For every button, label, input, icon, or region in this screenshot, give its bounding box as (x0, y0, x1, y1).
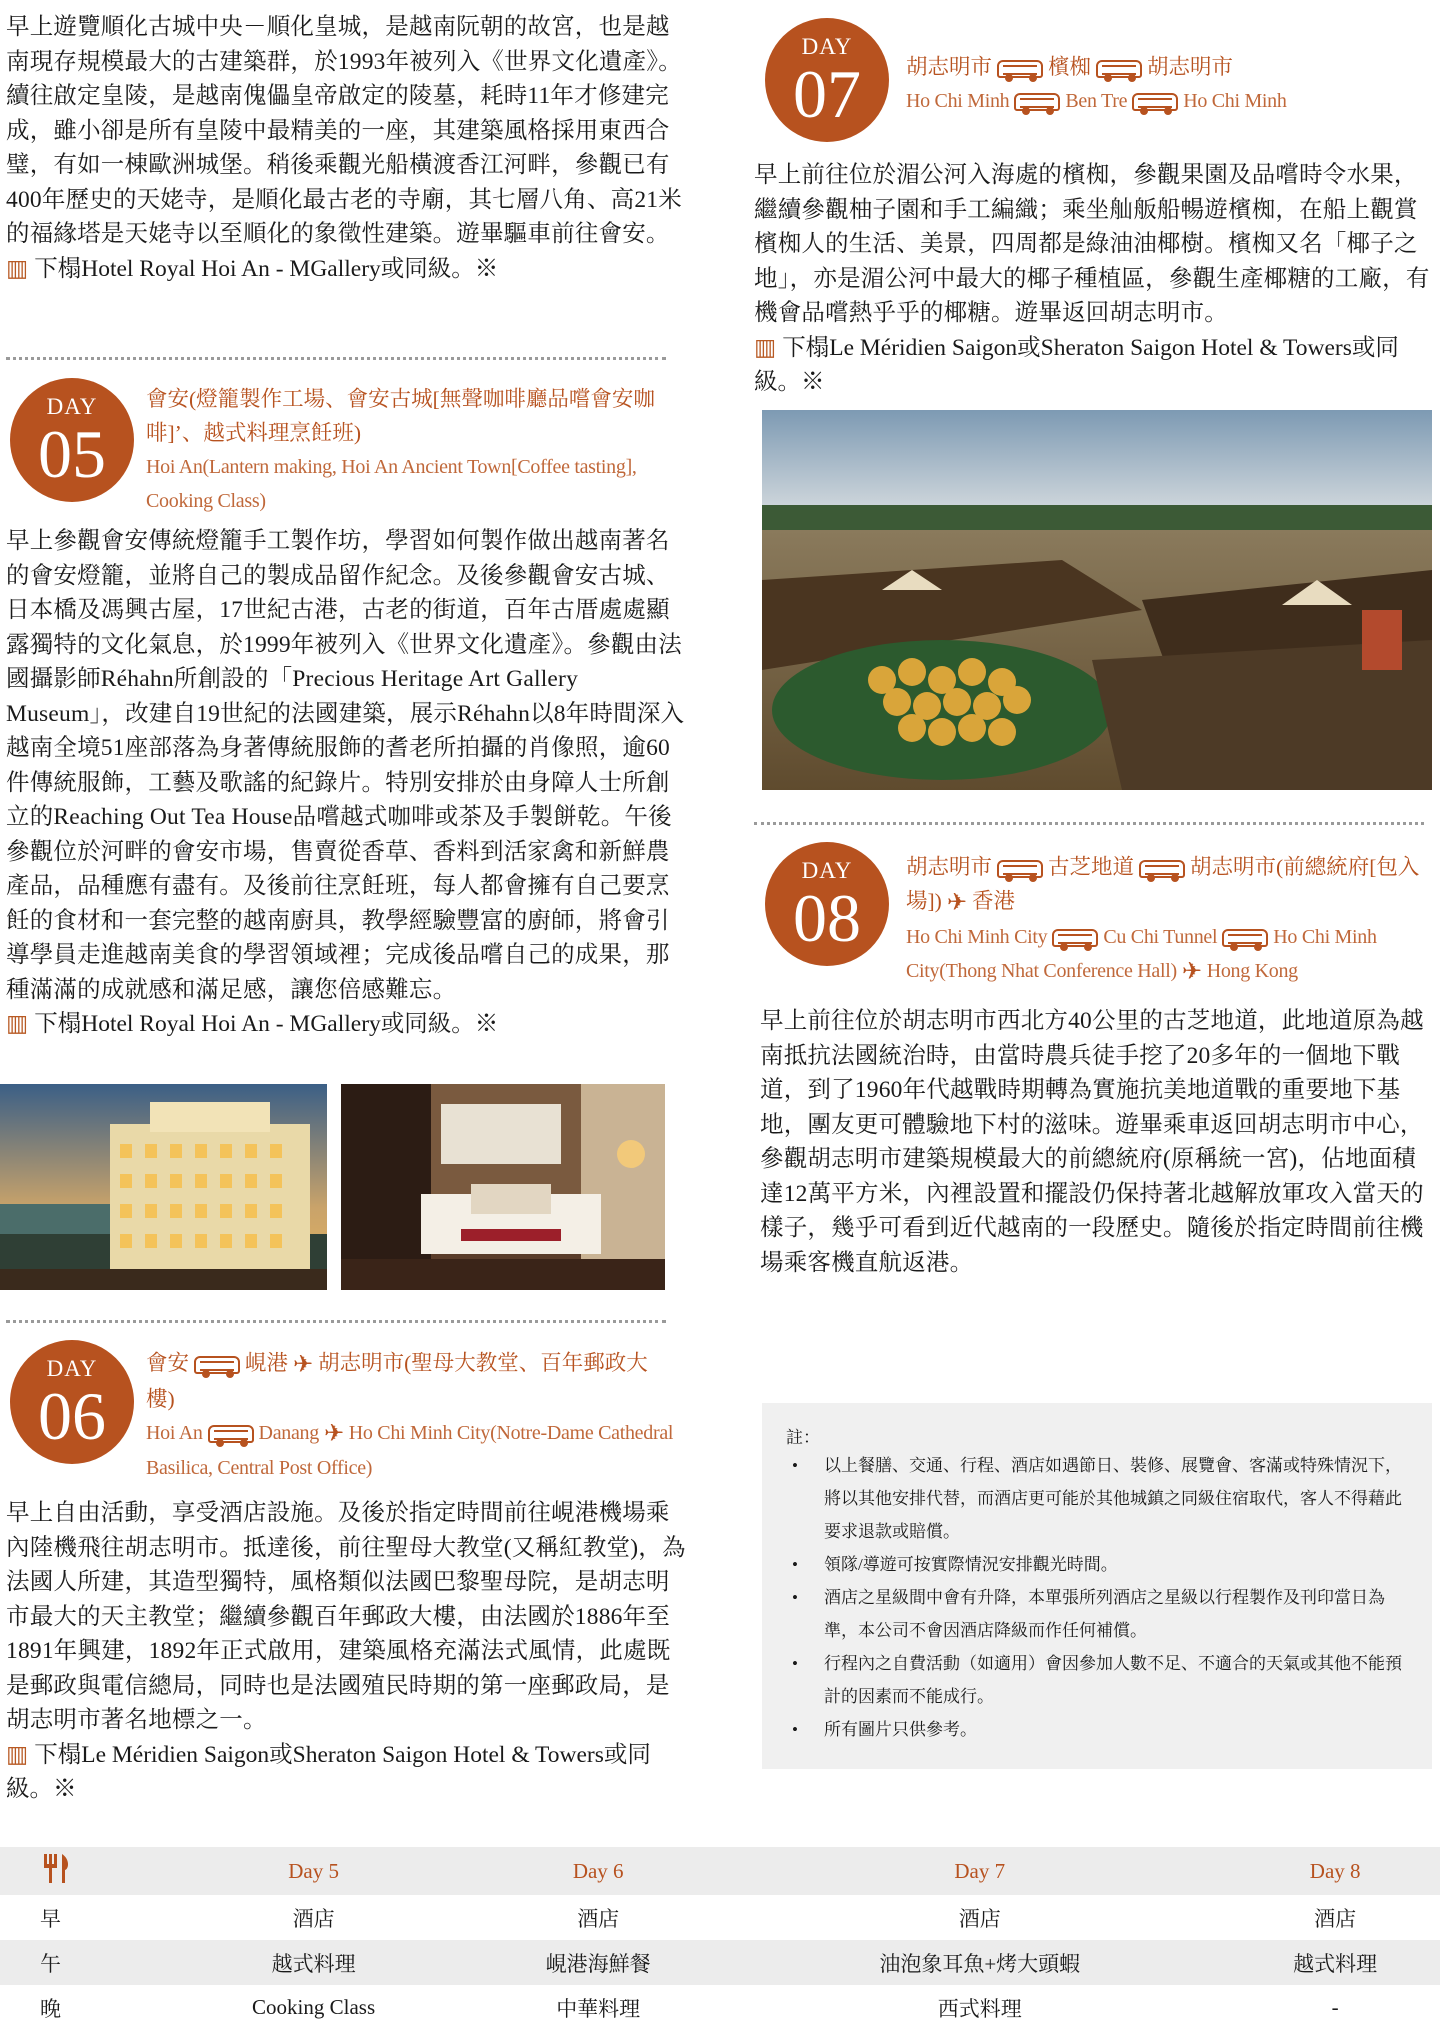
day5-route-zh: 會安(燈籠製作工場、會安古城[無聲咖啡廳品嚐會安咖啡]’、越式料理烹飪班) (146, 387, 655, 445)
day6-route-en (146, 1416, 676, 1485)
meals-row-label: 晚 (40, 1996, 61, 2021)
bus-icon (1132, 93, 1178, 111)
meals-row-lunch (0, 1940, 1440, 1985)
meals-row-label: 早 (40, 1906, 61, 1931)
meals-day-header: Day 6 (467, 1847, 729, 1895)
divider (6, 1320, 666, 1323)
notes-item: • 行程內之自費活動（如適用）會因參加人數不足、不適合的天氣或其他不能預計的因素而不能成行。 (784, 1647, 1404, 1713)
day8-paragraph: 早上前往位於胡志明市西北方40公里的古芝地道，此地道原為越南抵抗法國統治時，由當時農兵徒手挖了20多年的一個地下戰道，到了1960年代越戰時期轉為實施抗美地道戰的重要地下基地，團友更可體驗地下村的滋味。遊畢乘車返回胡志明市中心，參觀胡志明市建築規模最大的前總統府(原稱統一宮)，佔地面積達12萬平方米，內裡設置和擺設仍保持著北越解放軍攻入當天的樣子，幾乎可看到近代越南的一段歷史。隨後於指定時間前往機場乘客機直航返港。 (760, 1008, 1424, 1276)
day4-hotel-text: 下榻Hotel Royal Hoi An - MGallery或同級。※ (34, 255, 499, 282)
meals-cell: - (1331, 1995, 1339, 2019)
day5-route-en: Hoi An(Lantern making, Hoi An Ancient Town[Coffee tasting], Cooking Class) (146, 456, 637, 512)
day5-body (6, 524, 690, 1041)
hotel-exterior-photo (0, 1084, 327, 1290)
day7-paragraph: 早上前往位於湄公河入海處的檳椥，參觀果園及品嚐時令水果，繼續參觀柚子園和手工編織；乘坐舢舨船暢遊檳椥，在船上觀賞檳椥人的生活、美景，四周都是綠油油椰樹。檳椥又名「椰子之地」，亦是湄公河中最大的椰子種植區，參觀生產椰糖的工廠，有機會品嚐熱乎乎的椰糖。遊畢返回胡志明市。 (754, 162, 1430, 326)
day4-hotel (6, 252, 688, 286)
day8-badge-label: DAY (801, 858, 853, 883)
meals-header-row (0, 1847, 1440, 1895)
day6-route (146, 1346, 676, 1485)
day6-paragraph: 早上自由活動，享受酒店設施。及後於指定時間前往峴港機場乘內陸機飛往胡志明市。抵達後，前往聖母大教堂(又稱紅教堂)，為法國人所建，其造型獨特，風格類似法國巴黎聖母院，是胡志明市最大的天主教堂；繼續參觀百年郵政大樓，由法國於1886年至1891年興建，1892年正式啟用，建築風格充滿法式風情，此處既是郵政與電信總局，同時也是法國殖民時期的第一座郵政局，是胡志明市著名地標之一。 (6, 1500, 686, 1733)
day5-paragraph: 早上參觀會安傳統燈籠手工製作坊，學習如何製作做出越南著名的會安燈籠，並將自己的製成品留作紀念。及後參觀會安古城、日本橋及馮興古屋，17世紀古港，古老的街道，百年古厝處處顯露獨特的文化氣息，於1999年被列入《世界文化遺產》。參觀由法國攝影師Réhahn所創設的「Precious Heritage Art Gallery Museum」，改建自19世紀的法國建築，展示Réhahn以8年時間深入越南全境51座部落為身著傳統服飾的耆老所拍攝的肖像照，逾60件傳統服飾，工藝及歌謠的紀錄片。特別安排於由身障人士所創立的Reaching Out Tea House品嚐越式咖啡或茶及手製餅乾。午後參觀位於河畔的會安市場，售賣從香草、香料到活家禽和新鮮農產品，品種應有盡有。及後前往烹飪班，每人都會擁有自己要烹飪的食材和一套完整的越南廚具，教學經驗豐富的廚師，將會引導學員走進越南美食的學習領域裡；完成後品嚐自己的成果，那種滿滿的成就感和滿足感，讓您倍感難忘。 (6, 528, 685, 1003)
route-stop: Ho Chi Minh City(Notre-Dame Cathedral Basilica, Central Post Office) (146, 1422, 674, 1480)
day8-badge-number: 08 (793, 880, 861, 956)
route-stop: Ho Chi Minh (1183, 90, 1287, 112)
meals-cell: 酒店 (292, 1906, 335, 1931)
bus-icon (1014, 93, 1060, 111)
bus-icon (1222, 929, 1268, 947)
day6-hotel-text: 下榻Le Méridien Saigon或Sheraton Saigon Hotel & Towers或同級。※ (6, 1741, 651, 1802)
route-stop: 峴港 (245, 1351, 289, 1375)
bus-icon (1052, 929, 1098, 947)
bus-icon (997, 860, 1043, 878)
floating-market-photo (762, 410, 1432, 790)
route-stop: Hoi An (146, 1422, 203, 1445)
day5-hotel-text: 下榻Hotel Royal Hoi An - MGallery或同級。※ (34, 1011, 499, 1037)
day4-section (6, 10, 688, 286)
meals-cell: 越式料理 (1230, 1940, 1440, 1985)
route-stop: Ho Chi Minh City (906, 926, 1048, 949)
route-stop: 胡志明市 (906, 55, 993, 79)
meals-cell: 酒店 (1314, 1906, 1357, 1931)
day5-hotel (6, 1007, 690, 1041)
bus-icon (997, 60, 1043, 78)
day7-badge (765, 18, 889, 142)
day6-badge-number: 06 (38, 1378, 106, 1454)
hotel-icon: ▥ (6, 1011, 29, 1037)
divider (6, 357, 666, 360)
notes-item: • 領隊/導遊可按實際情況安排觀光時間。 (784, 1548, 1404, 1581)
notes-item: • 以上餐膳、交通、行程、酒店如遇節日、裝修、展覽會、客滿或特殊情況下，將以其他安排代替，而酒店更可能於其他城鎮之同級住宿取代，客人不得藉此要求退款或賠償。 (784, 1449, 1404, 1548)
meals-cell: 中華料理 (556, 1996, 641, 2021)
route-stop: Hong Kong (1206, 960, 1298, 983)
route-stop: 香港 (971, 889, 1015, 913)
day7-hotel (754, 331, 1432, 399)
hotel-room-photo (341, 1084, 665, 1290)
route-stop: Cu Chi Tunnel (1103, 926, 1218, 949)
notes-title: 註： (786, 1428, 820, 1447)
meals-cell: Cooking Class (252, 1995, 376, 2019)
route-stop: 胡志明市 (1147, 55, 1234, 79)
route-stop: Ho Chi Minh (906, 90, 1010, 112)
plane-icon: ✈ (323, 1421, 344, 1448)
hotel-icon: ▥ (6, 255, 29, 282)
meals-row-breakfast (0, 1895, 1440, 1940)
meals-cell: 酒店 (577, 1906, 620, 1931)
meals-cell: 油泡象耳魚+烤大頭蝦 (729, 1940, 1230, 1985)
day6-route-zh (146, 1346, 676, 1416)
day8-route-en (906, 920, 1432, 989)
day6-badge-label: DAY (46, 1356, 98, 1381)
cutlery-icon (0, 1847, 160, 1895)
day8-body (760, 1004, 1432, 1280)
day6-hotel (6, 1738, 690, 1806)
day8-route (906, 850, 1432, 989)
day6-badge (10, 1340, 134, 1464)
bus-icon (1139, 860, 1185, 878)
meals-cell: 酒店 (958, 1906, 1001, 1931)
route-stop: 胡志明市(前總統府[包入場]) (906, 855, 1420, 913)
day8-route-zh (906, 850, 1432, 920)
route-stop: Ho Chi Minh City(Thong Nhat Conference Hall) (906, 926, 1377, 983)
meals-cell: 越式料理 (160, 1940, 467, 1985)
day8-badge (765, 842, 889, 966)
day4-paragraph: 早上遊覽順化古城中央－順化皇城，是越南阮朝的故宮，也是越南現存規模最大的古建築群，於1993年被列入《世界文化遺產》。續往啟定皇陵，是越南傀儡皇帝啟定的陵墓，耗時11年才修建完成，雖小卻是所有皇陵中最精美的一座，其建築風格採用東西合璧，有如一棟歐洲城堡。稍後乘觀光船橫渡香江河畔，參觀已有400年歷史的天姥寺，是順化最古老的寺廟，其七層八角、高21米的福緣塔是天姥寺以至順化的象徵性建築。遊畢驅車前往會安。 (6, 14, 682, 247)
route-stop: 古芝地道 (1048, 855, 1135, 879)
route-stop: 檳椥 (1048, 55, 1092, 79)
meals-table (0, 1847, 1440, 2030)
meals-day-header: Day 5 (160, 1847, 467, 1895)
plane-icon: ✈ (293, 1352, 314, 1379)
notes-item: • 所有圖片只供參考。 (784, 1713, 1404, 1746)
notes-item: • 酒店之星級間中會有升降，本單張所列酒店之星級以行程製作及刊印當日為準，本公司不會因酒店降級而作任何補償。 (784, 1581, 1404, 1647)
hotel-icon: ▥ (754, 334, 777, 361)
divider (754, 822, 1424, 825)
day5-badge (10, 378, 134, 502)
hotel-icon: ▥ (6, 1741, 29, 1768)
meals-cell: 西式料理 (937, 1996, 1022, 2021)
bus-icon (194, 1356, 240, 1374)
meals-cell: 峴港海鮮餐 (467, 1940, 729, 1985)
day6-body (6, 1496, 690, 1806)
day5-badge-label: DAY (46, 394, 98, 419)
day7-route-zh (906, 50, 1426, 84)
bus-icon (208, 1425, 254, 1443)
meals-day-header: Day 7 (729, 1847, 1230, 1895)
plane-icon: ✈ (946, 890, 967, 917)
notes-box (762, 1403, 1432, 1769)
day7-badge-label: DAY (801, 34, 853, 59)
route-stop: 胡志明市(聖母大教堂、百年郵政大樓) (146, 1351, 648, 1412)
route-stop: Ben Tre (1065, 90, 1128, 112)
day5-route (146, 382, 676, 518)
route-stop: 會安 (146, 1351, 190, 1375)
day7-route-en (906, 84, 1426, 118)
notes-list (784, 1449, 1404, 1746)
plane-icon: ✈ (1181, 959, 1202, 986)
route-stop: Danang (258, 1422, 319, 1445)
day7-route (906, 50, 1426, 118)
day7-badge-number: 07 (793, 56, 861, 132)
day7-hotel-text: 下榻Le Méridien Saigon或Sheraton Saigon Hotel & Towers或同級。※ (754, 334, 1399, 395)
meals-row-label: 午 (0, 1940, 160, 1985)
route-stop: 胡志明市 (906, 855, 993, 879)
day5-badge-number: 05 (38, 416, 106, 492)
bus-icon (1096, 60, 1142, 78)
meals-day-header: Day 8 (1230, 1847, 1440, 1895)
day7-body (754, 158, 1432, 399)
meals-row-dinner (0, 1985, 1440, 2030)
